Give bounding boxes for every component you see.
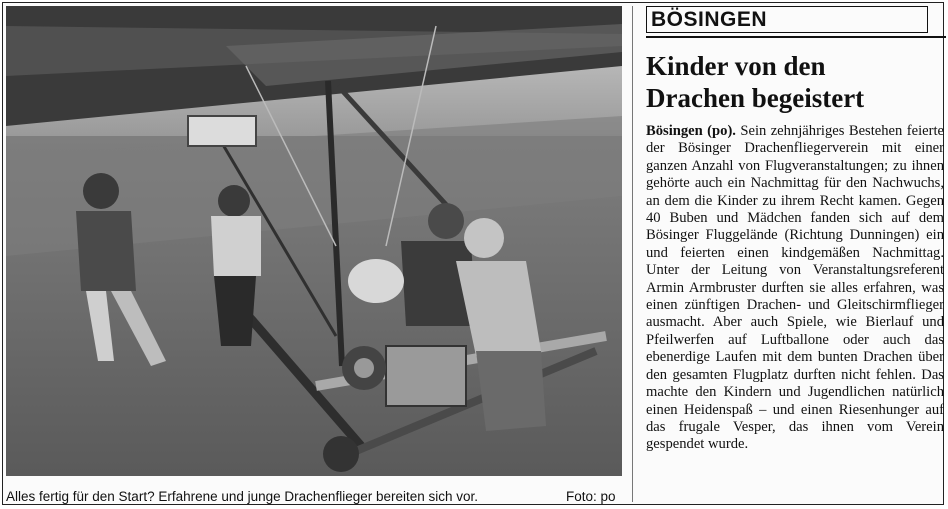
headline-line-2: Drachen begeistert — [646, 83, 865, 113]
hang-glider-photo — [6, 6, 622, 476]
article-headline — [646, 50, 942, 114]
column-divider — [632, 6, 633, 502]
article-dateline: Bösingen (po). — [646, 123, 736, 139]
header-rule — [646, 36, 946, 38]
photo-caption: Alles fertig für den Start? Erfahrene und junge Drachenflieger bereiten sich vor. — [6, 489, 479, 504]
photo-credit: Foto: po — [566, 489, 616, 504]
headline-line-1: Kinder von den — [646, 51, 826, 81]
section-town-header: BÖSINGEN — [646, 6, 928, 33]
article-text: Sein zehnjähriges Bestehen feierte der Bösinger Drachenfliegerverein mit einer ganzen Anzahl von Flugveranstaltungen; zu ihnen gehörte auch ein Nachmittag für den Nachwuchs, an dem die Kinder zu ihrem Recht kamen. Gegen 40 Buben und Mädchen fanden sich auf dem Bösinger Fluggelände (Richtung Dunningen) ein und feierten einen kindgemäßen Nachmittag. Unter der Leitung von Veranstaltungsreferent Armin Armbruster durften sie alles erfahren, was einen zünftigen Drachen- und Gleitschirmflieger ausmacht. Aber auch Spiele, wie Bierlauf und Pfeilwerfen auf Luftballone oder auch das ebenerdige Laufen mit dem bunten Drachen über den gesamten Flugplatz durften nicht fehlen. Das machte den Kindern und Jugendlichen natürlich einen Heidenspaß – und einen Riesenhunger auf das frugale Vesper, das ihnen vom Verein gespendet wurde. — [646, 123, 944, 453]
article-body — [646, 123, 944, 454]
